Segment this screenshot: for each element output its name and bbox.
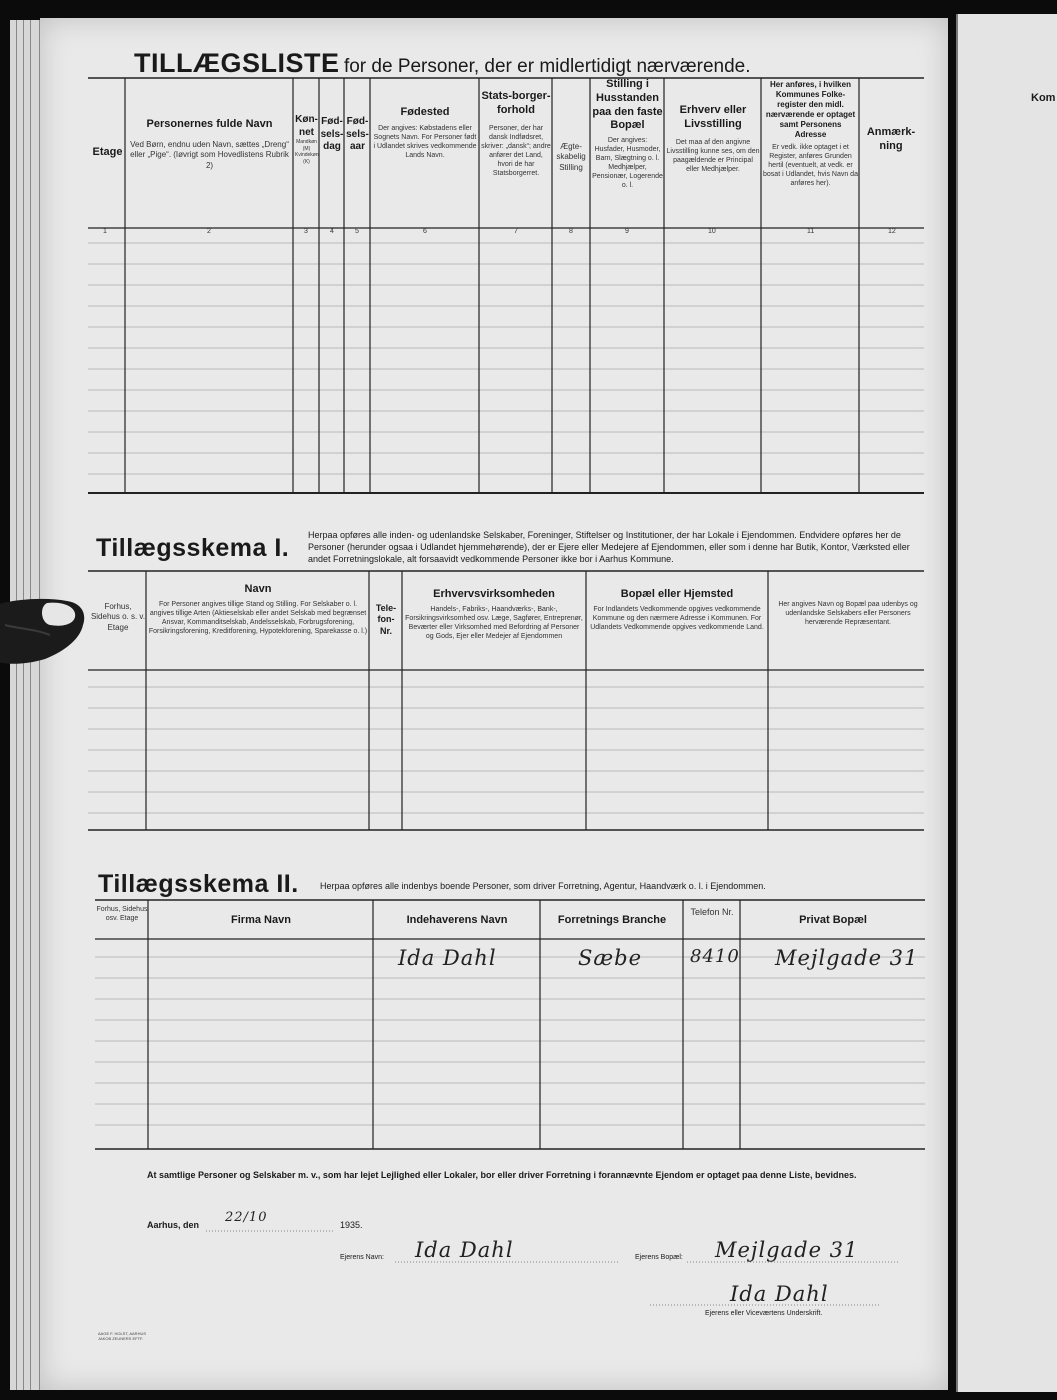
s2-col-indehaver: Indehaverens Navn: [406, 914, 508, 926]
col-header-konnet: [295, 114, 318, 165]
col-heading: Erhvervsvirksomheden: [433, 588, 555, 600]
s2-col-branche: Forretnings Branche: [557, 914, 667, 926]
owner-name-label: Ejerens Navn:: [340, 1254, 384, 1261]
col-number: 12: [888, 228, 896, 235]
col-note: Det maa af den angivne Livsstilling kunne ses, om den paagældende er Principal eller Medhjælper.: [666, 138, 760, 173]
col-heading: Navn: [244, 583, 272, 595]
facing-page-text: Kom: [1031, 92, 1056, 104]
schema2-intro: Herpaa opføres alle indenbys boende Personer, som driver Forretning, Agentur, Haandværk o. l. i Ejendommen.: [320, 881, 766, 891]
s1-col-repraesentant: Her angives Navn og Bopæl paa udenbys og udenlandske Selskabers eller Personers herværende Repræsentant.: [778, 601, 918, 627]
col-header-fodested: [372, 106, 478, 160]
s2-col-firma: Firma Navn: [231, 914, 291, 926]
page-edge: [31, 20, 40, 1390]
table-row: [95, 940, 925, 974]
signature-label: Ejerens eller Viceværtens Underskrift.: [705, 1310, 823, 1317]
col-number: 5: [355, 228, 359, 235]
col-heading: Her anføres, i hvilken Kommunes Folke-register den midl. nærværende er optaget samt Personens Adresse: [765, 80, 856, 139]
owner-name: Ida Dahl: [415, 1238, 514, 1262]
thumb-image: [0, 595, 90, 667]
col-header-aegteskabelig: Ægte-skabelig Stilling: [556, 142, 586, 172]
s1-col-etage: Forhus, Sidehus o. s. v. Etage: [90, 602, 146, 632]
col-note: Handels-, Fabriks-, Haandværks-, Bank-, Forsikringsvirksomhed osv. Læge, Sagfører, Entreprenør, Beværter eller Virksomhed med Befordring af Personer og Gods, Ejer eller Medejer af Ejendommen: [405, 605, 583, 641]
col-number: 4: [330, 228, 334, 235]
schema1-title: Tillægsskema I.: [96, 534, 290, 562]
s1-col-navn: [148, 583, 368, 636]
declaration: At samtlige Personer og Selskaber m. v., som har lejet Lejlighed eller Lokaler, bor eller driver Forretning i forannævnte Ejendom er optaget paa denne Liste, bevidnes.: [147, 1170, 857, 1180]
col-note: For Personer angives tillige Stand og Stilling. For Selskaber o. l. angives tillige Arten (Aktieselskab eller andet Selskab med begrænset Ansvar, Kommanditselskab, Andelsselskab, Forbrugsforening, Forsikringsforening, Kreditforening, Hypotekforening, Sparekasse o. l.): [148, 600, 368, 636]
col-header-erhverv: [666, 104, 760, 174]
table-grid: [40, 18, 948, 1390]
col-header-navn: [127, 118, 292, 171]
s2-col-privat: Privat Bopæl: [799, 914, 867, 926]
page-edge: [17, 20, 24, 1390]
s2-col-telefon: Telefon Nr.: [690, 907, 734, 917]
col-note: Ved Børn, endnu uden Navn, sættes „Dreng“ eller „Pige“. (Iøvrigt som Hovedlistens Rubrik 2): [130, 139, 289, 170]
col-heading: Erhverv eller Livsstilling: [679, 104, 747, 130]
place-label: Aarhus, den: [147, 1220, 200, 1230]
owner-address: Mejlgade 31: [715, 1238, 859, 1262]
owner-address-label: Ejerens Bopæl:: [635, 1254, 683, 1261]
date-value: 22/10: [225, 1210, 268, 1225]
col-number: 6: [423, 228, 427, 235]
col-note: Der angives: Købstadens eller Sognets Navn. For Personer født i Udlandet skrives vedkommende Lands Navn.: [373, 124, 477, 160]
col-note: Der angives: Husfader, Husmoder, Barn, Slægtning o. l. Medhjælper, Pensionær, Logerende o. l.: [592, 137, 663, 190]
col-heading: Bopæl eller Hjemsted: [620, 588, 734, 600]
page-edge: [24, 20, 31, 1390]
schema2-title: Tillægsskema II.: [98, 870, 299, 898]
s2-col-etage: Forhus, Sidehus osv. Etage: [96, 906, 148, 923]
col-note: Personer, der har dansk Indfødsret, skriver: „dansk“; andre anfører det Land, hvori de har Statsborgerret.: [481, 124, 551, 177]
col-heading: Stats-borger-forhold: [481, 90, 551, 116]
cell-telefon: 8410: [690, 946, 740, 967]
cell-branche: Sæbe: [578, 946, 642, 970]
schema1-intro: Herpaa opføres alle inden- og udenlandske Selskaber, Foreninger, Stiftelser og Institutioner, der har Lokale i Ejendommen. Endvidere opføres her de Personer (herunder ogsaa i Udlandet hjemmehørende), der er Ejere eller Medejere af Ejendommen, eller som i denne har Butik, Kontor, Værksted eller andet Forretningslokale, alt forsaavidt vedkommende Personer ikke bor i Aarhus Kommune.: [308, 530, 910, 565]
col-number: 3: [304, 228, 308, 235]
col-number: 1: [103, 228, 107, 235]
col-heading: Køn-net: [295, 114, 318, 138]
s1-col-erhverv: [404, 588, 584, 641]
col-header-etage: Etage: [92, 146, 123, 158]
col-heading: Fødested: [400, 106, 450, 118]
main-title: TILLÆGSLISTE: [134, 48, 340, 78]
page-edge: [10, 20, 17, 1390]
col-number: 11: [807, 228, 815, 235]
col-note: Mandkøn (M) Kvindekøn (K): [295, 139, 319, 165]
year-value: 1935.: [340, 1220, 363, 1230]
col-header-stilling: [592, 78, 663, 191]
col-note: For Indlandets Vedkommende opgives vedkommende Kommune og den nærmere Adresse i Kommunen. For Udlandets Vedkommende opgives vedkommende Land.: [590, 605, 764, 631]
document-page: [40, 18, 948, 1390]
col-note: Er vedk. ikke optaget i et Register, anføres Grunden hertil (eventuelt, at vedk. er bosat i Udlandet, hvis Navn da anføres her).: [763, 144, 858, 188]
facing-page: [956, 14, 1057, 1392]
col-heading: Personernes fulde Navn: [146, 118, 273, 130]
col-heading: Stilling i Husstanden paa den faste Bopæl: [592, 78, 663, 132]
signature: Ida Dahl: [730, 1282, 829, 1306]
col-header-folkeregister: [763, 80, 858, 188]
col-header-fodselsaar: Fød-sels-aar: [346, 116, 369, 152]
col-header-fodselsdag: Fød-sels-dag: [320, 116, 344, 152]
col-number: 2: [207, 228, 211, 235]
cell-indehaver: Ida Dahl: [398, 946, 497, 970]
cell-privat: Mejlgade 31: [775, 946, 919, 970]
col-number: 10: [708, 228, 716, 235]
col-number: 9: [625, 228, 629, 235]
s1-col-bopael: [588, 588, 766, 632]
col-number: 8: [569, 228, 573, 235]
col-header-statsborger: [481, 90, 551, 178]
main-subtitle: for de Personer, der er midlertidigt nærværende.: [343, 56, 751, 77]
printer-mark: AAGE F. HOLST, AARHUS JAKOB ZEUNERS EFTF.: [98, 1331, 147, 1341]
col-number: 7: [514, 228, 518, 235]
s1-col-telefon: Tele-fon-Nr.: [375, 603, 397, 636]
col-header-anmaerkning: Anmærk-ning: [866, 126, 916, 152]
